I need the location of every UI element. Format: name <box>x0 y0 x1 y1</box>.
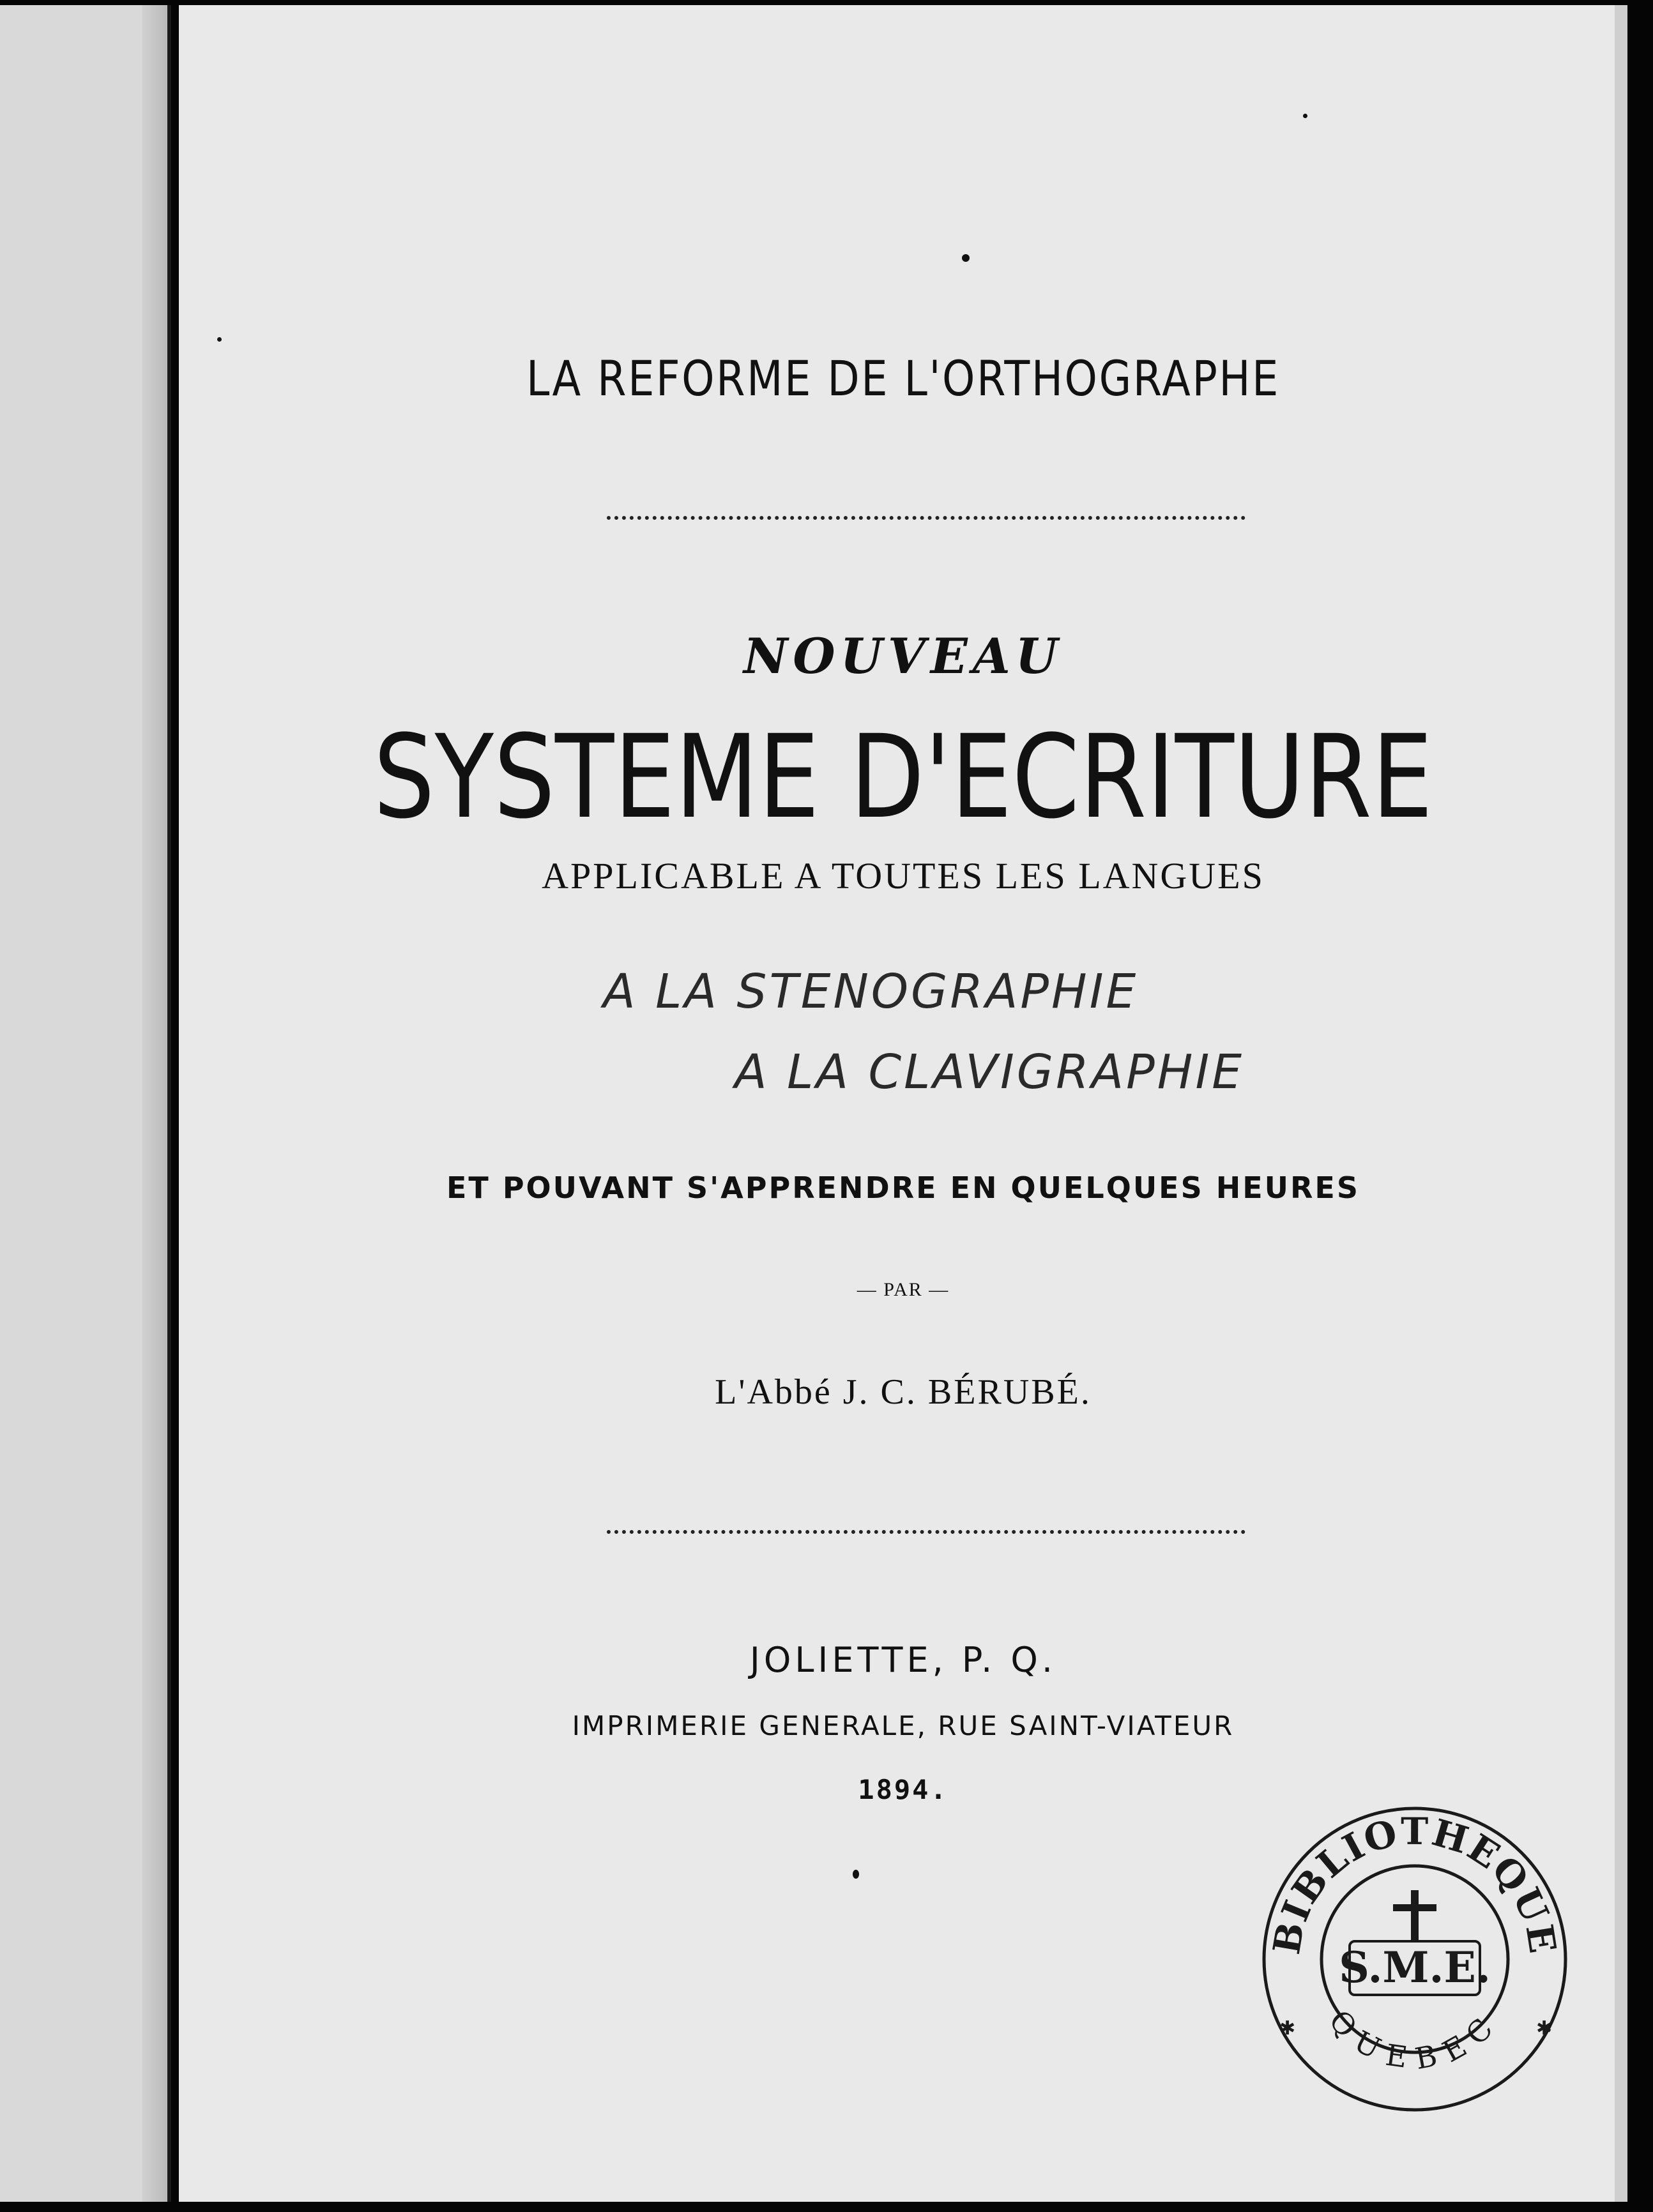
author-name: L'Abbé J. C. BÉRUBÉ. <box>715 1372 1092 1412</box>
printer-name: IMPRIMERIE GENERALE, RUE SAINT-VIATEUR <box>572 1710 1235 1741</box>
paper-speck <box>217 337 222 342</box>
star-icon: ✱ <box>1279 2017 1296 2040</box>
paper-speck <box>853 1870 859 1879</box>
star-icon: ✱ <box>1536 2017 1553 2040</box>
stamp-top-text: BIBLIOTHEQUE <box>1265 1809 1565 1958</box>
stamp-bottom-text: QUEBEC <box>1322 2003 1507 2077</box>
claim-line: ET POUVANT S'APPRENDRE EN QUELQUES HEURES <box>446 1170 1360 1205</box>
binding-gutter <box>142 5 167 2202</box>
cross-icon <box>1393 1890 1436 1943</box>
svg-text:QUEBEC <box>1322 2003 1507 2076</box>
ornamental-rule-top <box>607 516 1245 520</box>
page-right-edge <box>1615 5 1627 2202</box>
title-prefix: NOUVEAU <box>743 628 1063 685</box>
paper-speck <box>1303 114 1307 118</box>
title-page <box>179 5 1627 2202</box>
subtitle: APPLICABLE A TOUTES LES LANGUES <box>542 855 1265 897</box>
previous-page-edge <box>0 5 171 2202</box>
main-title: SYSTEME D'ECRITURE <box>373 711 1433 844</box>
ornamental-rule-bottom <box>607 1530 1245 1534</box>
series-title: LA REFORME DE L'ORTHOGRAPHE <box>526 350 1281 407</box>
publication-place: JOLIETTE, P. Q. <box>749 1640 1057 1680</box>
stamp-center-text: S.M.E. <box>1339 1943 1491 1992</box>
application-stenographie: A LA STENOGRAPHIE <box>603 964 1139 1019</box>
library-stamp <box>1255 1799 1574 2119</box>
publication-year: 1894. <box>858 1774 948 1805</box>
by-line: — PAR — <box>857 1279 950 1300</box>
paper-speck <box>962 254 970 262</box>
application-clavigraphie: A LA CLAVIGRAPHIE <box>735 1045 1245 1100</box>
